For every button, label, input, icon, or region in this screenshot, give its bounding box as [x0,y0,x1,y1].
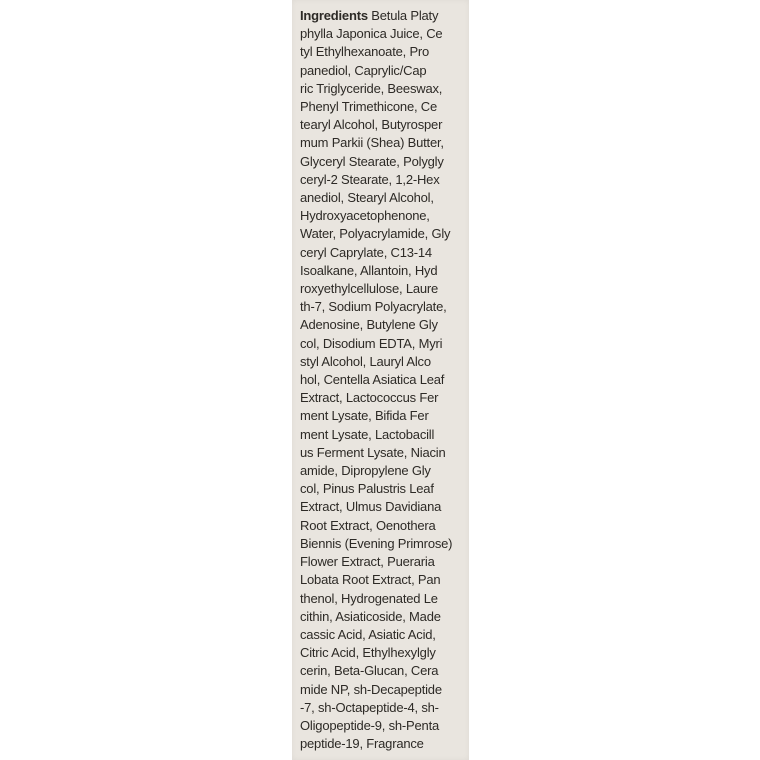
ingredients-line: peptide-19, Fragrance [300,736,424,752]
ingredients-line: tearyl Alcohol, Butyrosper [300,117,443,133]
ingredients-line: tyl Ethylhexanoate, Pro [300,44,430,60]
ingredients-line: col, Pinus Palustris Leaf [300,481,434,497]
ingredients-line: thenol, Hydrogenated Le [300,590,438,606]
ingredients-line: Phenyl Trimethicone, Ce [300,99,438,115]
ingredients-line: Adenosine, Butylene Gly [300,317,438,333]
ingredients-line: styl Alcohol, Lauryl Alco [300,353,431,369]
ingredients-line: Water, Polyacrylamide, Gly [300,226,451,242]
ingredients-line: ric Triglyceride, Beeswax, [300,80,443,96]
ingredients-line: Root Extract, Oenothera [300,517,436,533]
ingredients-line: cithin, Asiaticoside, Made [300,608,441,624]
ingredients-line: amide, Dipropylene Gly [300,463,431,479]
ingredients-line: col, Disodium EDTA, Myri [300,335,443,351]
ingredients-line: ceryl Caprylate, C13-14 [300,244,432,260]
ingredients-line: -7, sh-Octapeptide-4, sh- [300,699,439,715]
ingredients-line: Oligopeptide-9, sh-Penta [300,717,440,733]
ingredients-line: Citric Acid, Ethylhexylgly [300,645,436,661]
ingredients-line: roxyethylcellulose, Laure [300,281,439,297]
ingredients-line: Biennis (Evening Primrose) [300,535,453,551]
ingredients-line: mide NP, sh-Decapeptide [300,681,442,697]
ingredients-line: Isoalkane, Allantoin, Hyd [300,262,438,278]
ingredients-line: cerin, Beta-Glucan, Cera [300,663,439,679]
ingredients-line: cassic Acid, Asiatic Acid, [300,626,436,642]
ingredients-list [300,7,465,753]
ingredients-line: Extract, Lactococcus Fer [300,390,439,406]
ingredients-line-0 [300,7,465,25]
ingredients-line: Glyceryl Stearate, Polygly [300,153,444,169]
ingredients-heading: Ingredients [300,8,368,23]
ingredients-line: Extract, Ulmus Davidiana [300,499,442,515]
ingredients-line: ment Lysate, Bifida Fer [300,408,429,424]
ingredients-line: Flower Extract, Pueraria [300,554,435,570]
ingredients-line: th-7, Sodium Polyacrylate, [300,299,447,315]
ingredients-line: Lobata Root Extract, Pan [300,572,441,588]
ingredients-line: ceryl-2 Stearate, 1,2-Hex [300,171,440,187]
ingredients-line: anediol, Stearyl Alcohol, [300,190,434,206]
ingredients-line: hol, Centella Asiatica Leaf [300,372,445,388]
ingredients-line: phylla Japonica Juice, Ce [300,26,443,42]
ingredients-line: us Ferment Lysate, Niacin [300,444,446,460]
ingredients-line-0-text: Betula Platy [367,8,439,23]
ingredients-line: mum Parkii (Shea) Butter, [300,135,444,151]
ingredients-line: panediol, Caprylic/Cap [300,62,427,78]
ingredients-line: Hydroxyacetophenone, [300,208,430,224]
ingredients-line: ment Lysate, Lactobacill [300,426,435,442]
